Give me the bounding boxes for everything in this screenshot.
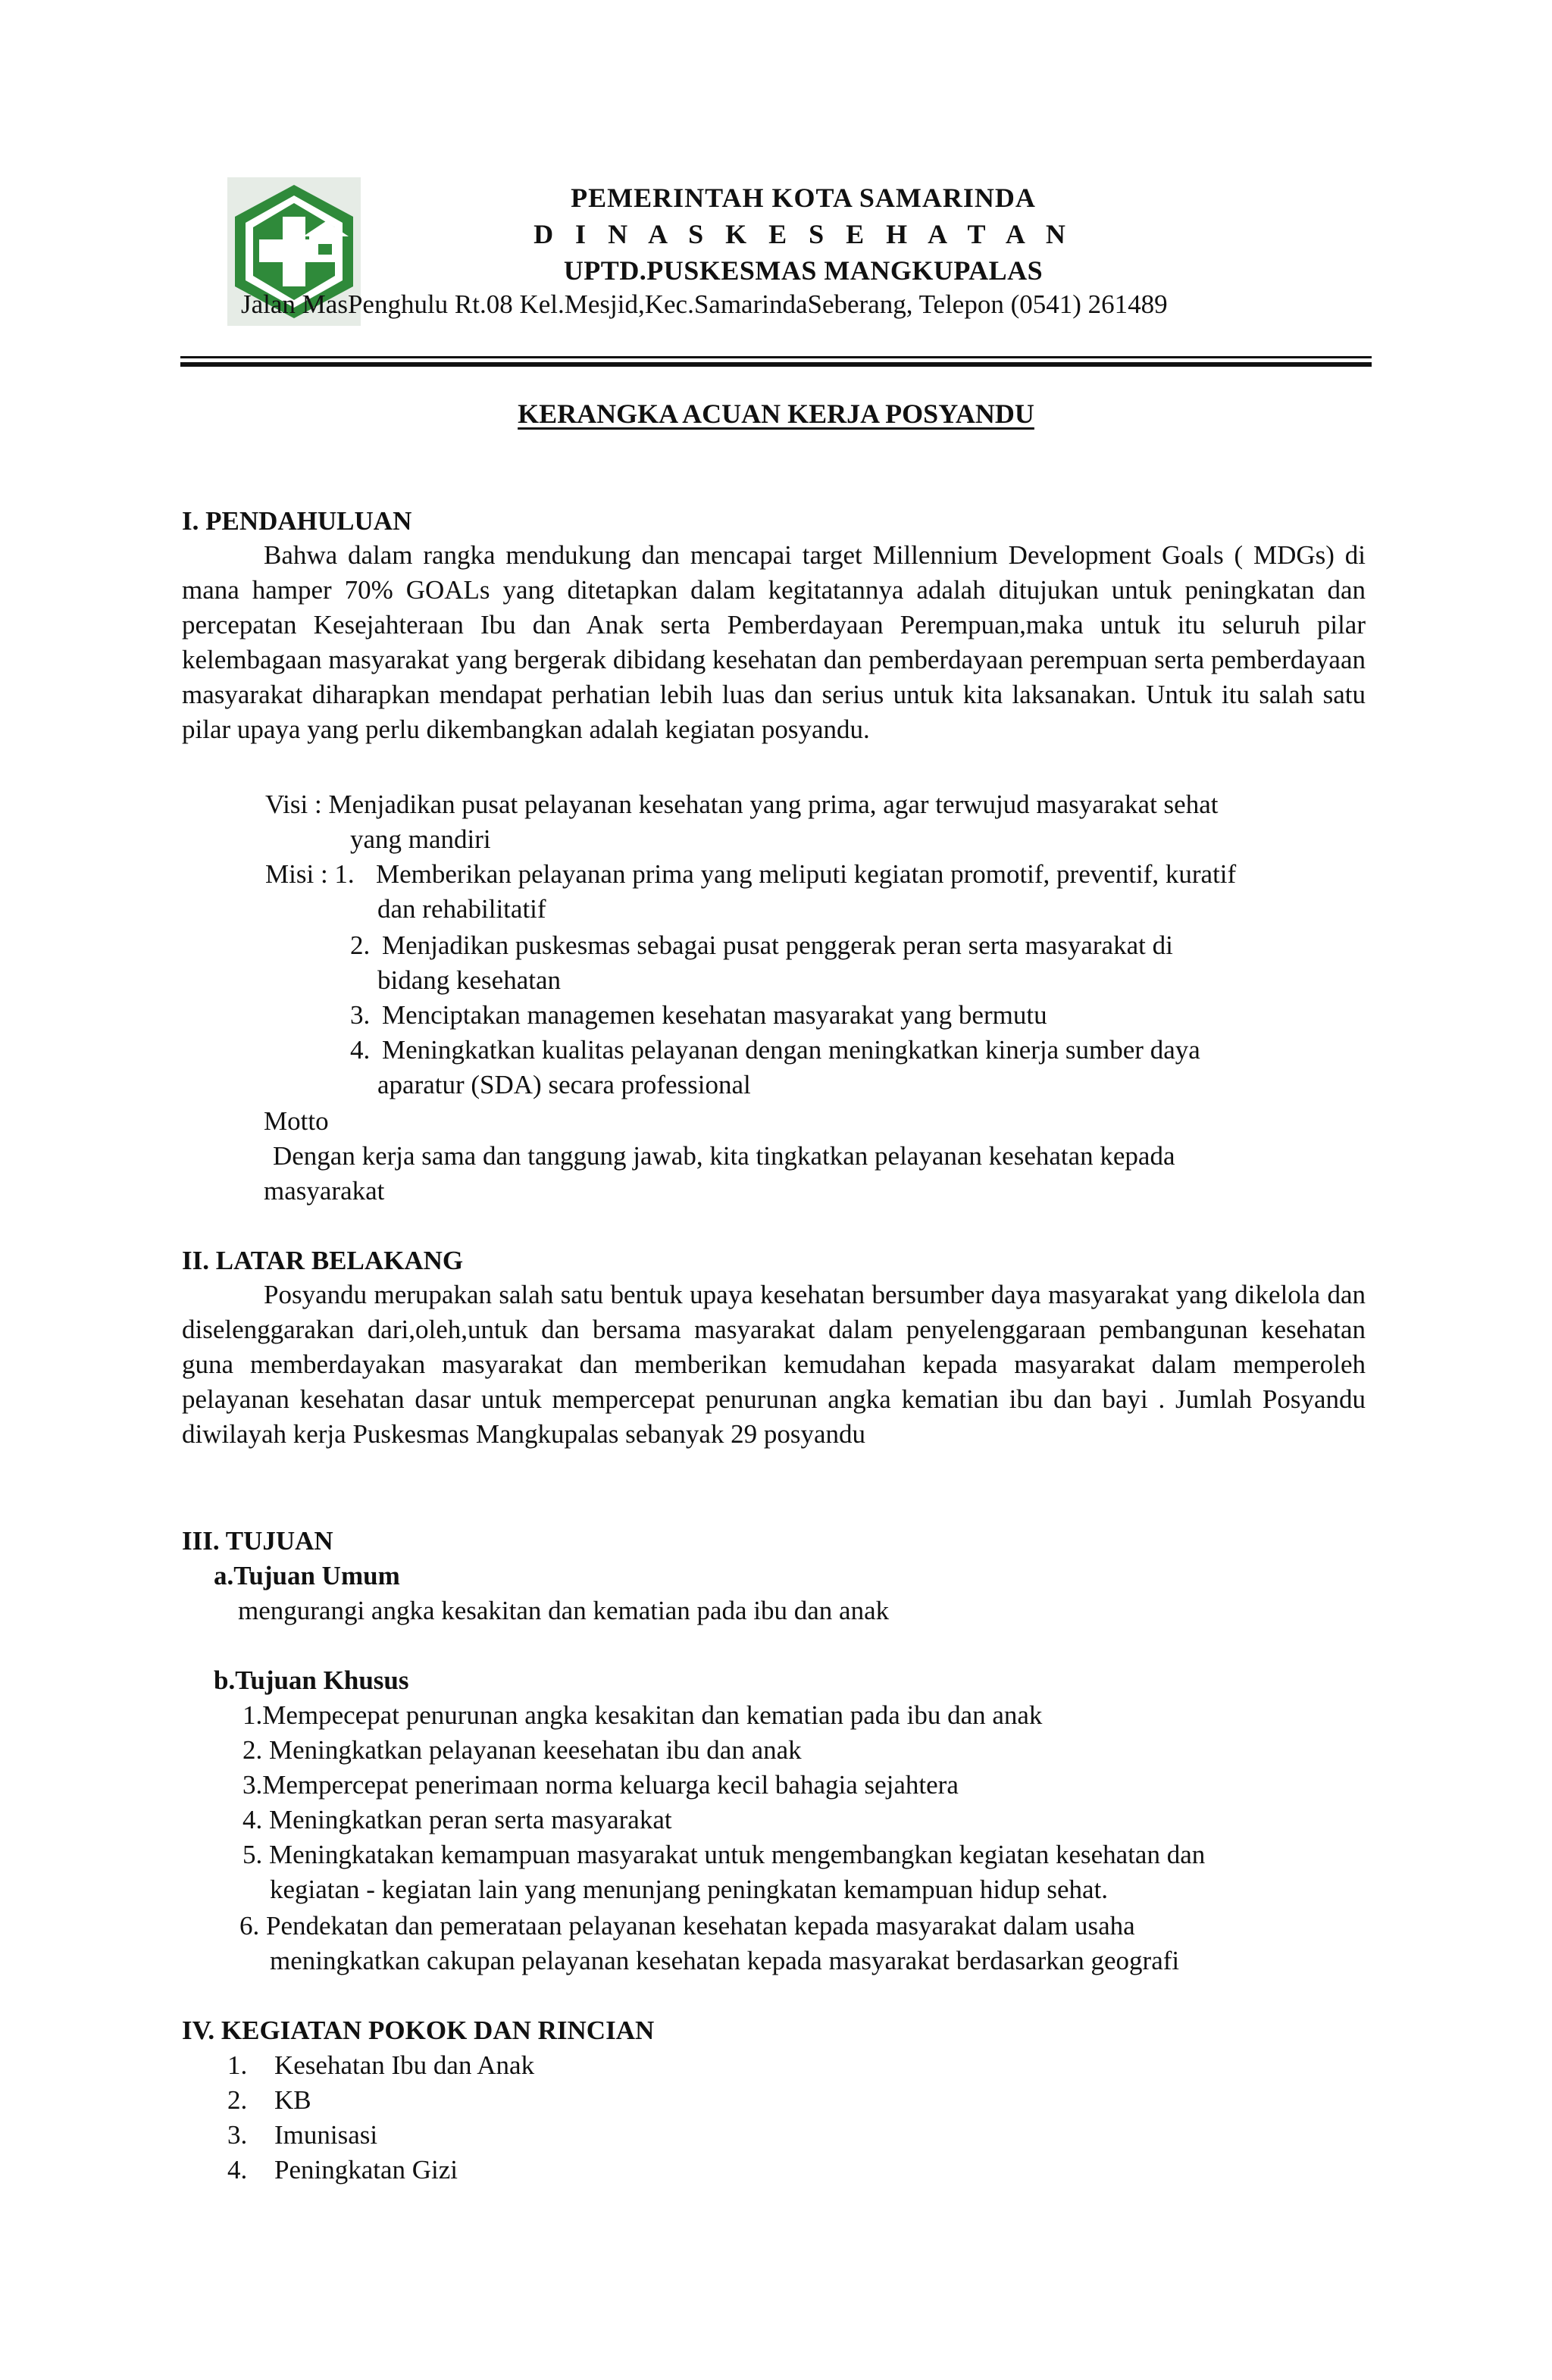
kegiatan-item-4: Peningkatan Gizi <box>274 2155 458 2185</box>
header-rule-thick <box>180 362 1372 367</box>
kegiatan-item-3-number: 3. <box>227 2120 248 2150</box>
header-address: Jalan MasPenghulu Rt.08 Kel.Mesjid,Kec.SamarindaSeberang, Telepon (0541) 261489 <box>241 289 1168 319</box>
header-department: D I N A S K E S E H A T A N <box>534 219 1073 249</box>
tujuan-khusus-item-5: 5. Meningkatakan kemampuan masyarakat untuk mengembangkan kegiatan kesehatan dan <box>242 1840 1206 1869</box>
section-heading-kegiatan: IV. KEGIATAN POKOK DAN RINCIAN <box>182 2016 655 2045</box>
misi-4-line-2: aparatur (SDA) secara professional <box>377 1070 751 1099</box>
motto-label: Motto <box>264 1106 329 1136</box>
kegiatan-item-2-number: 2. <box>227 2085 248 2115</box>
kegiatan-item-1: Kesehatan Ibu dan Anak <box>274 2050 535 2080</box>
header-institution: UPTD.PUSKESMAS MANGKUPALAS <box>563 255 1044 286</box>
misi-2-line-2: bidang kesehatan <box>377 965 561 995</box>
misi-label: Misi : 1. <box>265 859 355 889</box>
misi-4-line-1: Meningkatkan kualitas pelayanan dengan meningkatkan kinerja sumber daya <box>382 1035 1200 1065</box>
tujuan-khusus-heading: b.Tujuan Khusus <box>214 1665 409 1695</box>
motto-line-2: masyarakat <box>264 1176 385 1206</box>
header-rule-thin <box>180 356 1372 358</box>
visi-line-2: yang mandiri <box>350 824 491 854</box>
tujuan-khusus-item-1: 1.Mempecepat penurunan angka kesakitan dan kematian pada ibu dan anak <box>242 1700 1043 1730</box>
motto-line-1: Dengan kerja sama dan tanggung jawab, kita tingkatkan pelayanan kesehatan kepada <box>273 1141 1175 1171</box>
misi-2-line-1: Menjadikan puskesmas sebagai pusat penggerak peran serta masyarakat di <box>382 930 1173 960</box>
header-government: PEMERINTAH KOTA SAMARINDA <box>571 183 1036 213</box>
tujuan-khusus-item-6-cont: meningkatkan cakupan pelayanan kesehatan kepada masyarakat berdasarkan geografi <box>270 1946 1180 1975</box>
misi-1-line-1: Memberikan pelayanan prima yang meliputi kegiatan promotif, preventif, kuratif <box>376 859 1237 889</box>
tujuan-khusus-item-3: 3.Mempercepat penerimaan norma keluarga kecil bahagia sejahtera <box>242 1770 959 1800</box>
kegiatan-item-3: Imunisasi <box>274 2120 378 2150</box>
section-heading-latar-belakang: II. LATAR BELAKANG <box>182 1246 464 1275</box>
section-heading-tujuan: III. TUJUAN <box>182 1526 333 1556</box>
visi-line-1: Visi : Menjadikan pusat pelayanan kesehatan yang prima, agar terwujud masyarakat sehat <box>265 790 1219 819</box>
latar-belakang-paragraph: Posyandu merupakan salah satu bentuk upaya kesehatan bersumber daya masyarakat yang dikelola dan diselenggarakan dari,oleh,untuk dan bersama masyarakat dalam penyelenggaraan pembangunan kesehatan guna memberdayakan masyarakat dan memberikan kemudahan kepada masyarakat dalam memperoleh pelayanan kesehatan dasar untuk mempercepat penurunan angka kematian ibu dan bayi . Jumlah Posyandu diwilayah kerja Puskesmas Mangkupalas sebanyak 29 posyandu <box>182 1280 1366 1449</box>
section-heading-pendahuluan: I. PENDAHULUAN <box>182 506 412 536</box>
tujuan-umum-heading: a.Tujuan Umum <box>214 1561 400 1590</box>
tujuan-khusus-item-6: 6. Pendekatan dan pemerataan pelayanan kesehatan kepada masyarakat dalam usaha <box>239 1911 1135 1941</box>
kegiatan-item-4-number: 4. <box>227 2155 248 2185</box>
misi-2-number: 2. <box>350 930 371 960</box>
document-title: KERANGKA ACUAN KERJA POSYANDU <box>518 399 1034 429</box>
kegiatan-item-1-number: 1. <box>227 2050 248 2080</box>
pendahuluan-paragraph: Bahwa dalam rangka mendukung dan mencapai target Millennium Development Goals ( MDGs) di mana hamper 70% GOALs yang ditetapkan dalam kegitatannya adalah ditujukan untuk peningkatan dan percepatan Kesejahteraan Ibu dan Anak serta Pemberdayaan Perempuan,maka untuk itu seluruh pilar kelembagaan masyarakat yang bergerak dibidang kesehatan dan pemberdayaan perempuan serta pemberdayaan masyarakat diharapkan mendapat perhatian lebih luas dan serius untuk kita laksanakan. Untuk itu salah satu pilar upaya yang perlu dikembangkan adalah kegiatan posyandu. <box>182 540 1366 744</box>
misi-1-line-2: dan rehabilitatif <box>377 894 546 924</box>
misi-3-line-1: Menciptakan managemen kesehatan masyarakat yang bermutu <box>382 1000 1047 1030</box>
tujuan-khusus-item-2: 2. Meningkatkan pelayanan keesehatan ibu dan anak <box>242 1735 802 1765</box>
misi-4-number: 4. <box>350 1035 371 1065</box>
misi-3-number: 3. <box>350 1000 371 1030</box>
tujuan-khusus-item-4: 4. Meningkatkan peran serta masyarakat <box>242 1805 672 1834</box>
tujuan-khusus-item-5-cont: kegiatan - kegiatan lain yang menunjang peningkatan kemampuan hidup sehat. <box>270 1875 1109 1904</box>
kegiatan-item-2: KB <box>274 2085 311 2115</box>
tujuan-umum-text: mengurangi angka kesakitan dan kematian pada ibu dan anak <box>238 1596 890 1625</box>
